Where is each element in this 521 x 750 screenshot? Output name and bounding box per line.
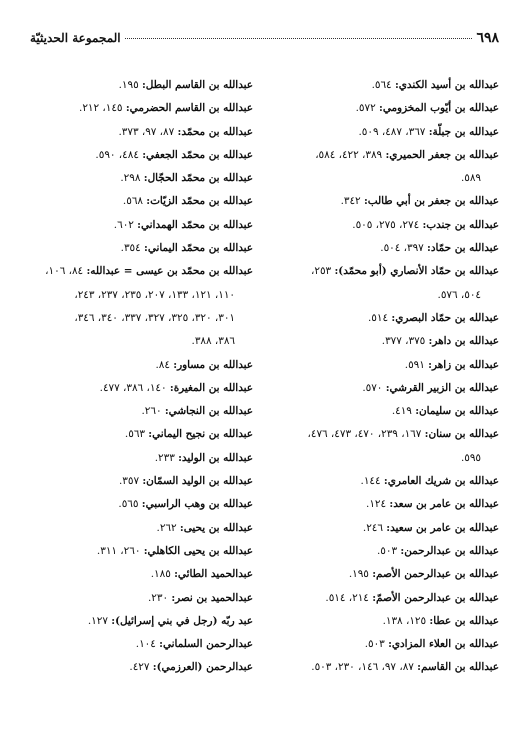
- index-entry: [261, 260, 499, 283]
- entry-page-refs: ٣٩٧، ٥٠٤.: [380, 242, 424, 255]
- index-entry: [261, 517, 499, 540]
- page-header: [30, 30, 499, 50]
- entry-continuation: ٥٩٥.: [460, 451, 481, 464]
- entry-name: عبدالله بن يحيى الكاهلي:: [143, 544, 253, 557]
- entry-page-refs: ٨٤.: [155, 358, 170, 371]
- entry-page-refs: ١٤٠، ٣٨٦، ٤٧٧.: [99, 381, 167, 394]
- entry-name: عبدالله بن يحيى:: [179, 521, 253, 534]
- entry-page-refs: ٤١٩.: [391, 405, 412, 418]
- entry-page-refs: ٢٤٦.: [362, 521, 383, 534]
- entry-page-refs: ٢٦٠.: [141, 405, 162, 418]
- entry-name: عبدالله بن الوليد:: [178, 451, 253, 464]
- entry-page-refs: ١٢٤.: [366, 498, 387, 511]
- entry-name: عبدالله بن زاهر:: [428, 358, 499, 371]
- running-title: المجموعة الحديثيّة: [30, 31, 121, 45]
- entry-name: عبدالله بن نجيح اليماني:: [148, 428, 253, 441]
- index-entry: [15, 354, 253, 377]
- entry-page-refs: ٢٣٣.: [154, 451, 175, 464]
- entry-name: عبدالله بن محمّد اليماني:: [144, 242, 253, 255]
- entry-name: عبدالله بن النجاشي:: [164, 405, 253, 418]
- entry-page-refs: ٤٢٧.: [129, 661, 150, 674]
- index-entry: [15, 540, 253, 563]
- entry-page-refs: ٦٠٢.: [113, 218, 134, 231]
- index-entry: [261, 633, 499, 656]
- index-entry: [15, 517, 253, 540]
- entry-page-refs: ٢٣٠.: [147, 591, 169, 604]
- entry-page-refs: ٢٥٣،: [311, 265, 332, 278]
- entry-page-refs: ٥٠٣.: [376, 544, 398, 557]
- index-entry: [15, 260, 253, 283]
- entry-page-refs: ٥٠٣.: [364, 638, 385, 651]
- entry-page-refs: ٣٥٧.: [118, 475, 140, 488]
- entry-name: عبدالله بن جعفر الحميري:: [385, 148, 499, 161]
- entry-name: عبدالله بن محمّد الجعفي:: [142, 148, 253, 161]
- index-entry: [261, 237, 499, 260]
- entry-page-refs: ٢٦٠، ٣١١.: [96, 544, 141, 557]
- entry-page-refs: ٥٦٤.: [371, 79, 392, 91]
- entry-page-refs: ٢٩٨.: [120, 172, 141, 185]
- entry-name: عبدالله بن جبلّة:: [428, 125, 499, 138]
- entry-page-refs: ١٢٧.: [87, 614, 108, 627]
- entry-name: عبدالحميد الطائي:: [174, 568, 253, 581]
- index-entry: [15, 121, 253, 144]
- entry-name: عبدالله بن المغيرة:: [169, 381, 253, 394]
- entry-page-refs: ٢٧٤، ٢٧٥، ٥٠٥.: [352, 218, 420, 231]
- index-entry: [15, 214, 253, 237]
- entry-name: عبدالله بن عبدالرحمن الأصمّ:: [372, 591, 499, 604]
- entry-name: عبدالله بن مساور:: [173, 358, 253, 371]
- entry-page-refs: ١٦٧، ٢٣٩، ٤٧٠، ٤٧٣، ٤٧٦،: [307, 428, 422, 441]
- index-entry: [15, 167, 253, 190]
- entry-name: عبدالله بن القاسم الحضرمي:: [125, 102, 253, 115]
- page-number: ٦٩٨: [476, 30, 499, 46]
- index-entry: [261, 587, 499, 610]
- entry-name: عبدالله بن محمّد الهمداني:: [137, 218, 253, 231]
- entry-name: عبدالله بن القاسم:: [417, 661, 499, 674]
- index-entry: [15, 563, 253, 586]
- index-entry: [15, 144, 253, 167]
- entry-page-refs: ٥٩١.: [404, 358, 425, 371]
- index-entry: [261, 563, 499, 586]
- index-entry: [261, 190, 499, 213]
- entry-name: عبدالله بن القاسم البطل:: [141, 79, 253, 91]
- index-entry: [15, 377, 253, 400]
- entry-page-refs: ١٩٥.: [118, 79, 139, 91]
- entry-name: عبدالله بن محمّد الحجّال:: [143, 172, 253, 185]
- entry-name: عبدالله بن وهب الراسبي:: [141, 498, 253, 511]
- entry-page-refs: ١٢٥، ١٣٨.: [382, 614, 427, 627]
- entry-name: عبدالله بن جعفر بن أبي طالب:: [363, 195, 499, 208]
- entry-page-refs: ١٤٤.: [360, 475, 381, 488]
- index-entry: [261, 74, 499, 97]
- entry-continuation: ٥٠٤، ٥٧٦.: [437, 288, 481, 301]
- index-column-right: [261, 74, 499, 680]
- entry-name: عبدالله بن حمّاد البصري:: [391, 311, 499, 324]
- index-entry: [261, 354, 499, 377]
- index-entry: [261, 307, 499, 330]
- entry-page-refs: ٥٦٣.: [124, 428, 145, 441]
- entry-page-refs: ٥١٤.: [367, 311, 389, 324]
- index-entry: [15, 656, 253, 679]
- entry-name: عبدالله بن عبدالرحمن:: [400, 544, 499, 557]
- entry-name: عبدالله بن شريك العامري:: [383, 475, 499, 488]
- entry-continuation: ٣٨٦، ٣٨٨.: [191, 335, 235, 348]
- entry-page-refs: ٥٧٢.: [355, 102, 376, 115]
- index-entry: [261, 423, 499, 446]
- index-entry: [15, 633, 253, 656]
- entry-name: عبدالله بن العلاء المزادي:: [388, 638, 499, 651]
- entry-page-refs: ٤٨٤، ٥٩٠.: [95, 148, 139, 161]
- entry-page-refs: ٣٧٥، ٣٧٧.: [381, 335, 426, 348]
- entry-continuation: ١١٠، ١٢١، ١٣٣، ٢٠٧، ٢٣٥، ٢٣٧، ٢٤٣،: [74, 288, 235, 301]
- entry-page-refs: ٣٤٢.: [340, 195, 361, 208]
- entry-page-refs: ٨٤، ١٠٦،: [45, 265, 84, 278]
- index-entry: [261, 214, 499, 237]
- index-entry: [15, 470, 253, 493]
- entry-page-refs: ١٩٥.: [348, 568, 369, 581]
- entry-name: عبدالله بن أسيد الكندي:: [394, 79, 499, 91]
- entry-name: عبدالله بن عامر بن سعيد:: [386, 521, 499, 534]
- entry-name: عبدالله بن سنان:: [424, 428, 499, 441]
- index-entry: [15, 447, 253, 470]
- entry-page-refs: ١٨٥.: [150, 568, 171, 581]
- entry-name: عبد ربّه (رجل في بني إسرائيل):: [111, 614, 253, 627]
- index-entry: [261, 330, 499, 353]
- header-dotted-leader: [125, 38, 473, 39]
- index-column-left: [15, 74, 253, 680]
- index-entry: [15, 400, 253, 423]
- entry-page-refs: ١٤٥، ٢١٢.: [79, 102, 123, 115]
- entry-name: عبدالله بن سليمان:: [415, 405, 499, 418]
- entry-continuation: ٥٨٩.: [460, 172, 481, 185]
- index-entry: [261, 656, 499, 679]
- entry-name: عبدالله بن حمّاد الأنصاري (أبو محمّد):: [334, 265, 499, 278]
- entry-name: عبدالله بن داهر:: [428, 335, 499, 348]
- entry-name: عبدالله بن عبدالرحمن الأصم:: [372, 568, 499, 581]
- entry-name: عبدالله بن محمّد:: [177, 125, 253, 138]
- index-entry: [15, 74, 253, 97]
- entry-name: عبدالله بن حمّاد:: [427, 242, 499, 255]
- entry-continuation: ٣٠١، ٣٢٠، ٣٢٥، ٣٢٧، ٣٣٧، ٣٤٠، ٣٤٦،: [74, 311, 235, 324]
- entry-name: عبدالله بن جندب:: [422, 218, 499, 231]
- entry-page-refs: ٥٧٠.: [362, 381, 383, 394]
- entry-name: عبدالحميد بن نصر:: [171, 591, 253, 604]
- entry-page-refs: ٨٧، ٩٧، ١٤٦، ٢٣٠، ٥٠٣.: [311, 661, 414, 674]
- entry-name: عبدالله بن الزبير القرشي:: [385, 381, 499, 394]
- entry-page-refs: ٣٥٤.: [120, 242, 141, 255]
- entry-page-refs: ٣٨٩، ٤٢٢، ٥٨٤،: [315, 148, 383, 161]
- index-entry: [261, 540, 499, 563]
- index-entry: [261, 493, 499, 516]
- entry-name: عبدالله بن عطا:: [429, 614, 499, 627]
- entry-name: عبدالرحمن السلماني:: [159, 638, 253, 651]
- index-entry: [15, 423, 253, 446]
- entry-page-refs: ٨٧، ٩٧، ٣٧٣.: [118, 125, 175, 138]
- entry-page-refs: ٥٦٥.: [118, 498, 139, 511]
- entry-name: عبدالله بن أيّوب المخزومي:: [378, 102, 499, 115]
- index-entry: [261, 400, 499, 423]
- entry-page-refs: ٢٦٢.: [156, 521, 177, 534]
- entry-name: عبدالله بن محمّد الزيّات:: [146, 195, 253, 208]
- index-entry: [15, 237, 253, 260]
- index-entry: [261, 121, 499, 144]
- index-entry: [261, 144, 499, 167]
- index-entry: [261, 610, 499, 633]
- index-entry: [15, 587, 253, 610]
- index-entry: [261, 97, 499, 120]
- index-entry: [261, 377, 499, 400]
- index-entry: [15, 493, 253, 516]
- entry-name: عبدالله بن الوليد السمّان:: [142, 475, 253, 488]
- entry-name: عبدالرحمن (العرزمي):: [152, 661, 253, 674]
- entry-page-refs: ٢١٤، ٥١٤.: [325, 591, 369, 604]
- entry-name: عبدالله بن محمّد بن عيسى = عبدالله:: [86, 265, 253, 278]
- index-entry: [15, 610, 253, 633]
- index-entry: [15, 97, 253, 120]
- entry-name: عبدالله بن عامر بن سعد:: [389, 498, 499, 511]
- entry-page-refs: ٥٦٨.: [122, 195, 143, 208]
- entry-page-refs: ٣٦٧، ٤٨٧، ٥٠٩.: [358, 125, 426, 138]
- index-entry: [15, 190, 253, 213]
- index-entry: [261, 470, 499, 493]
- entry-page-refs: ١٠٤.: [135, 638, 156, 651]
